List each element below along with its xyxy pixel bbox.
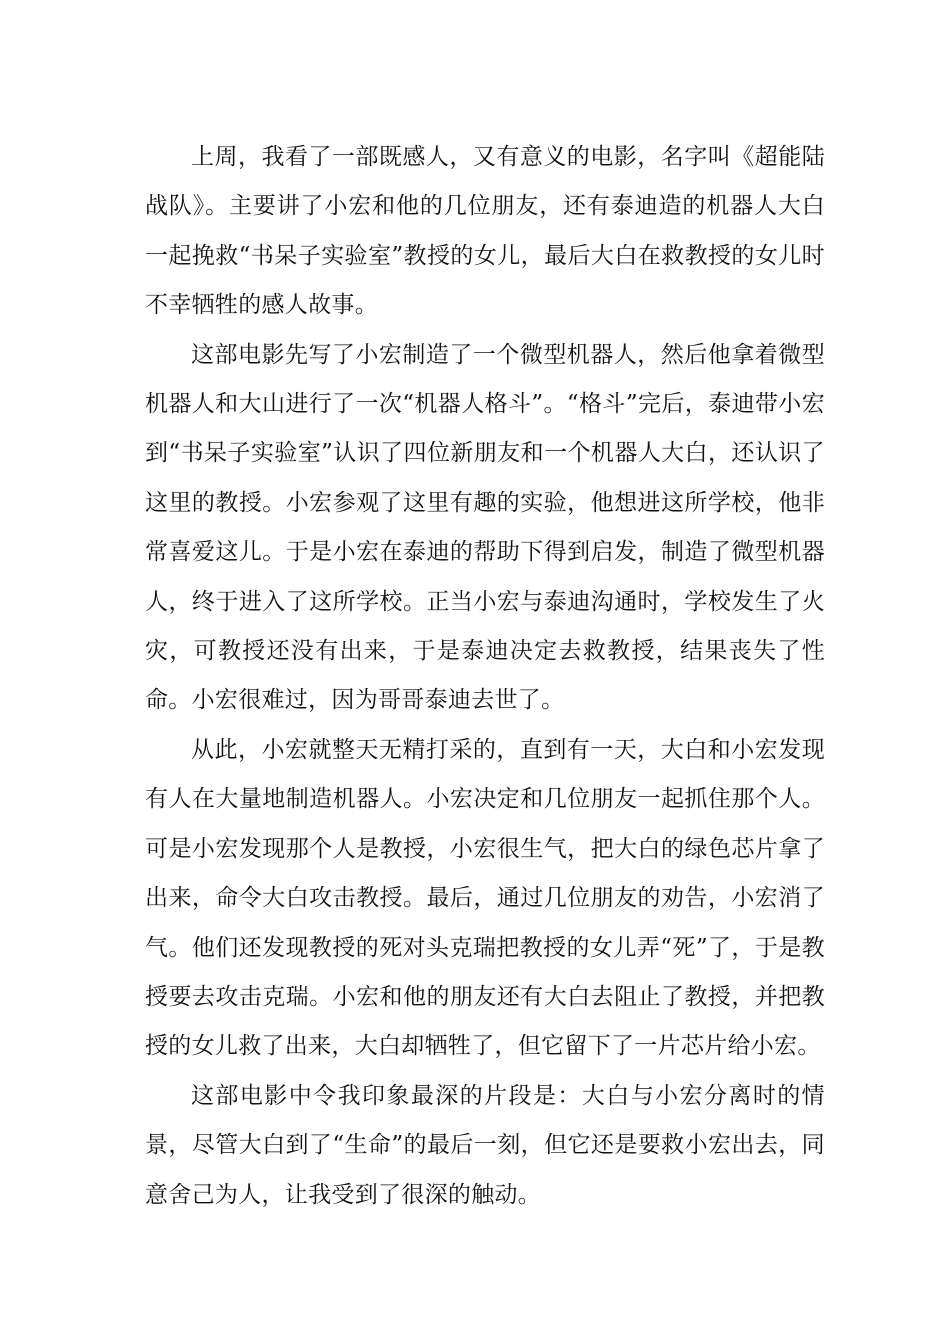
paragraph-3: 从此，小宏就整天无精打采的，直到有一天，大白和小宏发现有人在大量地制造机器人。小宏决定和几位朋友一起抓住那个人。可是小宏发现那个人是教授，小宏很生气，把大白的绿色芯片拿了出来，命令大白攻击教授。最后，通过几位朋友的劝告，小宏消了气。他们还发现教授的死对头克瑞把教授的女儿弄“死”了，于是教授要去攻击克瑞。小宏和他的朋友还有大白去阻止了教授，并把教授的女儿救了出来，大白却牺牲了，但它留下了一片芯片给小宏。: [145, 736, 825, 1060]
paragraph-2: 这部电影先写了小宏制造了一个微型机器人，然后他拿着微型机器人和大山进行了一次“机器人格斗”。“格斗”完后，泰迪带小宏到“书呆子实验室”认识了四位新朋友和一个机器人大白，还认识了这里的教授。小宏参观了这里有趣的实验，他想进这所学校，他非常喜爱这儿。于是小宏在泰迪的帮助下得到启发，制造了微型机器人，终于进入了这所学校。正当小宏与泰迪沟通时，学校发生了火灾，可教授还没有出来，于是泰迪决定去救教授，结果丧失了性命。小宏很难过，因为哥哥泰迪去世了。: [145, 341, 825, 714]
essay-body: [145, 133, 825, 1220]
paragraph-4: 这部电影中令我印象最深的片段是：大白与小宏分离时的情景，尽管大白到了“生命”的最后一刻，但它还是要救小宏出去，同意舍己为人，让我受到了很深的触动。: [145, 1082, 825, 1208]
paragraph-1: 上周，我看了一部既感人，又有意义的电影，名字叫《超能陆战队》。主要讲了小宏和他的几位朋友，还有泰迪造的机器人大白一起挽救“书呆子实验室”教授的女儿，最后大白在救教授的女儿时不幸牺牲的感人故事。: [145, 144, 825, 319]
